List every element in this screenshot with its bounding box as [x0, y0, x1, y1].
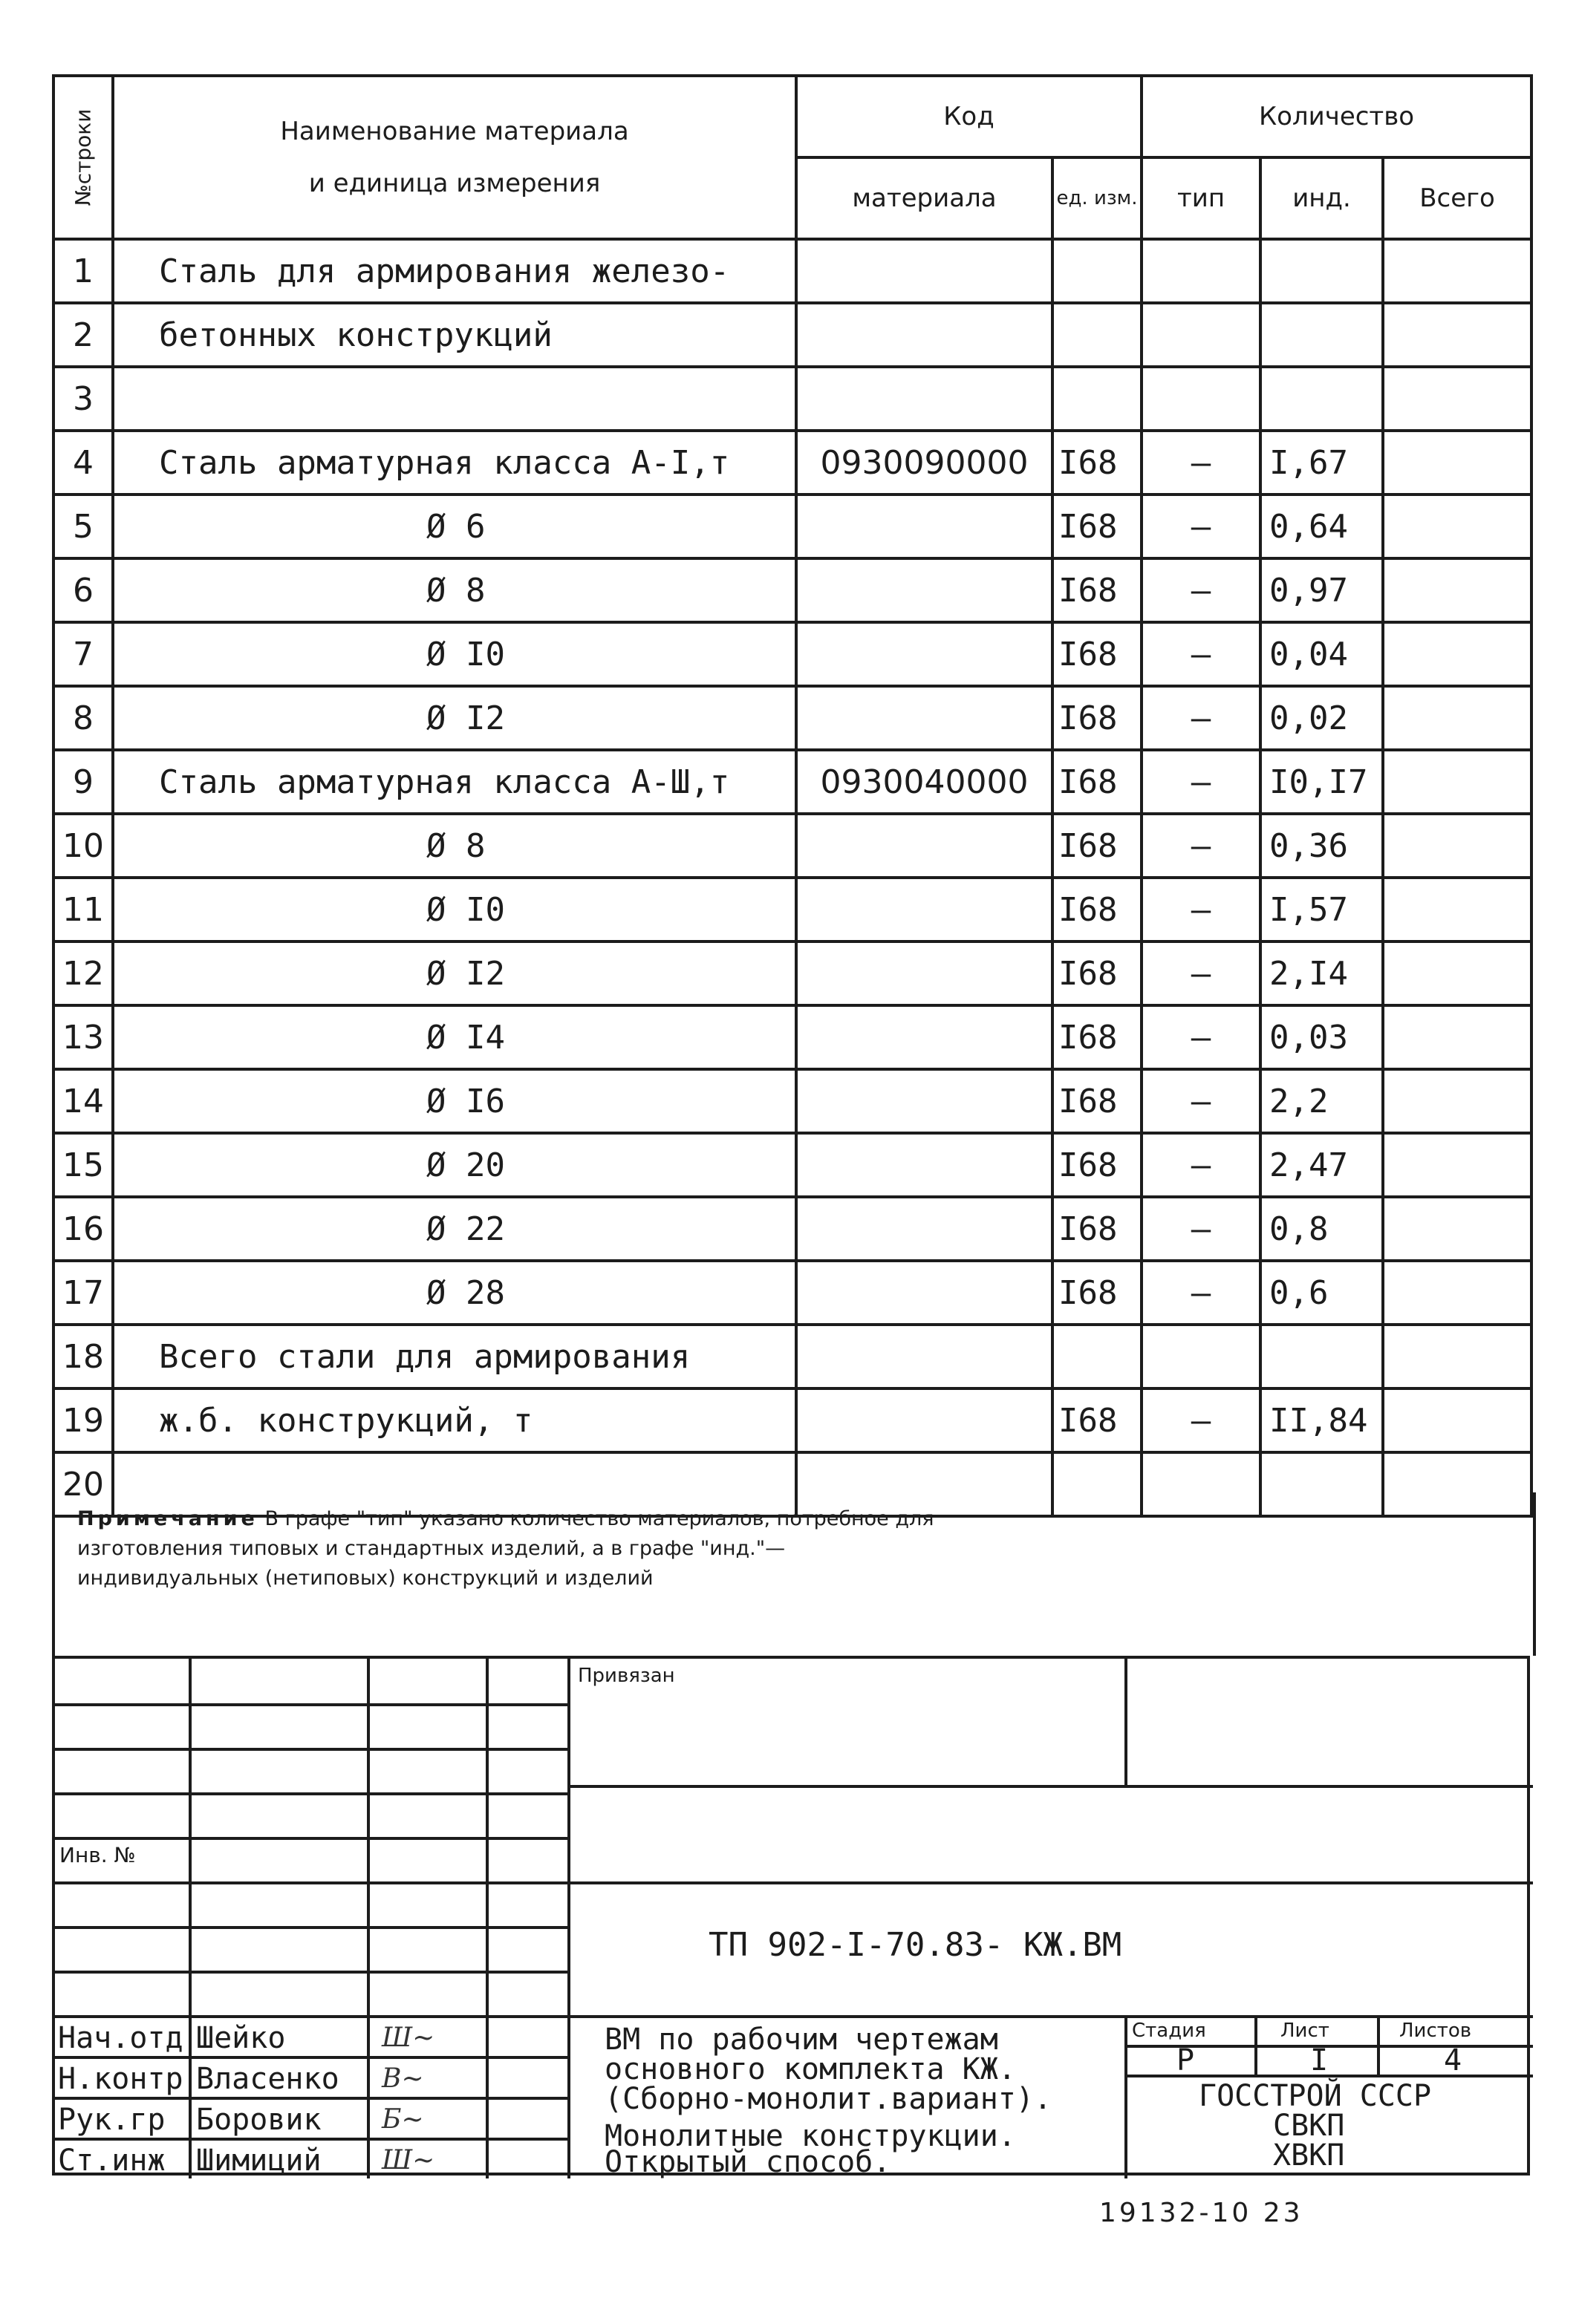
typ-quantity: –	[1142, 686, 1260, 750]
row-number: 20	[53, 1452, 113, 1516]
total-quantity	[1383, 1261, 1531, 1325]
material-name: Ø I0	[113, 622, 796, 686]
row-number: 18	[53, 1325, 113, 1388]
ind-quantity: 0,8	[1260, 1197, 1383, 1261]
unit-code: I68	[1052, 1005, 1142, 1069]
material-name: Ø I4	[113, 1005, 796, 1069]
material-name: Ø 8	[113, 558, 796, 622]
row-number: 9	[53, 750, 113, 814]
role-3: Рук.гр	[58, 2103, 166, 2137]
row-number: 4	[53, 431, 113, 494]
unit-code	[1052, 1325, 1142, 1388]
material-code	[796, 558, 1052, 622]
table-row	[53, 1388, 1531, 1452]
code-header: Код	[796, 76, 1142, 157]
material-code	[796, 941, 1052, 1005]
row-number: 1	[53, 239, 113, 303]
unit-code: I68	[1052, 622, 1142, 686]
unit-code: I68	[1052, 814, 1142, 878]
material-code	[796, 239, 1052, 303]
typ-quantity: –	[1142, 814, 1260, 878]
material-code	[796, 686, 1052, 750]
note-text: В графе "тип" указано количество материалов, потребное для изготовления типовых и стандартных изделий, а в графе "инд."— индивидуальных (нетиповых) конструкций и изделий	[77, 1507, 934, 1590]
title-line-3: (Сборно-монолит.вариант).	[605, 2082, 1052, 2116]
material-code: 0930090000	[796, 431, 1052, 494]
quantity-header: Количество	[1142, 76, 1531, 157]
ind-quantity: 0,03	[1260, 1005, 1383, 1069]
unit-code: I68	[1052, 494, 1142, 558]
total-quantity	[1383, 750, 1531, 814]
material-name: Ø 22	[113, 1197, 796, 1261]
sheet-label: Лист	[1280, 2020, 1329, 2042]
total-quantity	[1383, 431, 1531, 494]
document-code: ТП 902-I-70.83- КЖ.ВМ	[709, 1926, 1122, 1964]
total-quantity	[1383, 814, 1531, 878]
row-number: 8	[53, 686, 113, 750]
table-row	[53, 494, 1531, 558]
row-number: 13	[53, 1005, 113, 1069]
name-3: Боровик	[196, 2103, 322, 2137]
ind-quantity: 0,64	[1260, 494, 1383, 558]
row-number: 7	[53, 622, 113, 686]
material-name-header: Наименование материала и единица измерения	[113, 76, 796, 239]
title-block	[52, 1656, 1530, 2179]
total-quantity	[1383, 622, 1531, 686]
table-row	[53, 1325, 1531, 1388]
typ-quantity: –	[1142, 1133, 1260, 1197]
table-row	[53, 878, 1531, 941]
table-row	[53, 1261, 1531, 1325]
ind-quantity: I0,I7	[1260, 750, 1383, 814]
sheets-label: Листов	[1399, 2020, 1472, 2042]
title-line-5: Открытый способ.	[605, 2145, 891, 2179]
material-name: ж.б. конструкций, т	[113, 1388, 796, 1452]
row-number: 6	[53, 558, 113, 622]
table-body	[53, 239, 1531, 1516]
material-name: Ø 28	[113, 1261, 796, 1325]
row-number: 3	[53, 367, 113, 431]
typ-quantity	[1142, 239, 1260, 303]
material-code	[796, 814, 1052, 878]
material-code	[796, 494, 1052, 558]
total-quantity	[1383, 239, 1531, 303]
table-row	[53, 750, 1531, 814]
unit-code	[1052, 303, 1142, 367]
table-row	[53, 1069, 1531, 1133]
typ-quantity: –	[1142, 1388, 1260, 1452]
material-name: бетонных конструкций	[113, 303, 796, 367]
ind-quantity: II,84	[1260, 1388, 1383, 1452]
typ-quantity	[1142, 367, 1260, 431]
table-row	[53, 1133, 1531, 1197]
unit-code: I68	[1052, 1069, 1142, 1133]
typ-quantity: –	[1142, 1261, 1260, 1325]
unit-code	[1052, 367, 1142, 431]
material-code	[796, 622, 1052, 686]
material-code	[796, 1005, 1052, 1069]
material-name: Сталь арматурная класса А-I,т	[113, 431, 796, 494]
unit-code: I68	[1052, 686, 1142, 750]
unit-code: I68	[1052, 1197, 1142, 1261]
org-line-2: СВКП	[1273, 2109, 1345, 2143]
ind-quantity: I,67	[1260, 431, 1383, 494]
material-name: Ø I2	[113, 941, 796, 1005]
total-header: Всего	[1383, 157, 1531, 239]
material-code	[796, 1261, 1052, 1325]
title-line-4: Монолитные конструкции.	[605, 2119, 1016, 2153]
total-quantity	[1383, 1388, 1531, 1452]
typ-quantity	[1142, 303, 1260, 367]
bound-label: Привязан	[578, 1665, 675, 1687]
row-number: 11	[53, 878, 113, 941]
total-quantity	[1383, 1325, 1531, 1388]
table-row	[53, 303, 1531, 367]
row-number: 5	[53, 494, 113, 558]
material-name: Ø 6	[113, 494, 796, 558]
table-row	[53, 367, 1531, 431]
total-quantity	[1383, 558, 1531, 622]
material-code	[796, 367, 1052, 431]
typ-quantity: –	[1142, 1005, 1260, 1069]
role-1: Нач.отд	[58, 2021, 183, 2055]
unit-code: I68	[1052, 941, 1142, 1005]
typ-quantity: –	[1142, 431, 1260, 494]
ind-quantity	[1260, 303, 1383, 367]
role-4: Ст.инж	[58, 2144, 166, 2178]
signature-1: Ш~	[382, 2023, 435, 2053]
unit-code: I68	[1052, 1261, 1142, 1325]
table-row	[53, 941, 1531, 1005]
name-2: Власенко	[196, 2062, 339, 2096]
title-line-2: основного комплекта КЖ.	[605, 2052, 1016, 2086]
material-name: Сталь арматурная класса А-Ш,т	[113, 750, 796, 814]
table-row	[53, 814, 1531, 878]
ind-quantity: 2,47	[1260, 1133, 1383, 1197]
material-code: 0930040000	[796, 750, 1052, 814]
signature-2: В~	[382, 2063, 424, 2094]
row-number: 14	[53, 1069, 113, 1133]
row-number: 17	[53, 1261, 113, 1325]
title-line-1: ВМ по рабочим чертежам	[605, 2023, 998, 2057]
row-number: 16	[53, 1197, 113, 1261]
unit-code	[1052, 239, 1142, 303]
total-quantity	[1383, 303, 1531, 367]
name-4: Шимиций	[196, 2144, 322, 2178]
total-quantity	[1383, 367, 1531, 431]
material-name: Ø I2	[113, 686, 796, 750]
total-quantity	[1383, 1197, 1531, 1261]
material-name: Ø 8	[113, 814, 796, 878]
ind-quantity: 2,2	[1260, 1069, 1383, 1133]
ind-quantity: 0,04	[1260, 622, 1383, 686]
ind-quantity: 0,02	[1260, 686, 1383, 750]
typ-quantity: –	[1142, 558, 1260, 622]
note-block	[52, 1492, 1536, 1656]
org-line-3: ХВКП	[1273, 2138, 1345, 2173]
total-quantity	[1383, 1069, 1531, 1133]
typ-quantity	[1142, 1325, 1260, 1388]
total-quantity	[1383, 878, 1531, 941]
ind-quantity	[1260, 239, 1383, 303]
table-row	[53, 1005, 1531, 1069]
signature-3: Б~	[382, 2104, 424, 2135]
row-number: 19	[53, 1388, 113, 1452]
role-2: Н.контр	[58, 2062, 183, 2096]
inventory-label: Инв. №	[59, 1843, 136, 1867]
material-name	[113, 367, 796, 431]
material-name: Ø I6	[113, 1069, 796, 1133]
row-number: 12	[53, 941, 113, 1005]
row-number: 10	[53, 814, 113, 878]
ind-quantity: 0,97	[1260, 558, 1383, 622]
name-1: Шейко	[196, 2021, 286, 2055]
ind-header: инд.	[1260, 157, 1383, 239]
typ-quantity: –	[1142, 750, 1260, 814]
material-code	[796, 1069, 1052, 1133]
ind-quantity: 2,I4	[1260, 941, 1383, 1005]
signature-4: Ш~	[382, 2145, 435, 2176]
material-code	[796, 878, 1052, 941]
row-number: 2	[53, 303, 113, 367]
typ-quantity: –	[1142, 941, 1260, 1005]
unit-code: I68	[1052, 558, 1142, 622]
total-quantity	[1383, 1005, 1531, 1069]
stage-value: Р	[1176, 2043, 1195, 2077]
unit-code: I68	[1052, 750, 1142, 814]
table-row	[53, 1197, 1531, 1261]
total-quantity	[1383, 686, 1531, 750]
unit-code: I68	[1052, 1133, 1142, 1197]
org-line-1: ГОССТРОЙ СССР	[1199, 2079, 1432, 2113]
unit-code: I68	[1052, 878, 1142, 941]
table-row	[53, 431, 1531, 494]
ind-quantity	[1260, 1325, 1383, 1388]
ind-quantity: 0,6	[1260, 1261, 1383, 1325]
material-code	[796, 1325, 1052, 1388]
table-row	[53, 622, 1531, 686]
total-quantity	[1383, 941, 1531, 1005]
material-name: Ø 20	[113, 1133, 796, 1197]
material-code	[796, 1197, 1052, 1261]
total-quantity	[1383, 1133, 1531, 1197]
material-code-header: материала	[796, 157, 1052, 239]
table-row	[53, 239, 1531, 303]
sheets-value: 4	[1444, 2043, 1462, 2077]
material-code	[796, 1388, 1052, 1452]
table-row	[53, 558, 1531, 622]
total-quantity	[1383, 494, 1531, 558]
typ-quantity: –	[1142, 1197, 1260, 1261]
note-label: Примечание	[77, 1507, 258, 1530]
material-code	[796, 303, 1052, 367]
material-code	[796, 1133, 1052, 1197]
sheet-value: I	[1310, 2043, 1329, 2077]
stage-label: Стадия	[1132, 2020, 1206, 2042]
typ-quantity: –	[1142, 878, 1260, 941]
material-name: Всего стали для армирования	[113, 1325, 796, 1388]
typ-quantity: –	[1142, 494, 1260, 558]
ind-quantity: I,57	[1260, 878, 1383, 941]
materials-table	[52, 74, 1533, 1518]
unit-code: I68	[1052, 431, 1142, 494]
unit-code: I68	[1052, 1388, 1142, 1452]
unit-header: ед. изм.	[1052, 157, 1142, 239]
material-name: Ø I0	[113, 878, 796, 941]
typ-header: тип	[1142, 157, 1260, 239]
ind-quantity: 0,36	[1260, 814, 1383, 878]
archive-number: 19132-10 23	[1099, 2198, 1303, 2228]
ind-quantity	[1260, 367, 1383, 431]
material-name: Сталь для армирования железо-	[113, 239, 796, 303]
typ-quantity: –	[1142, 1069, 1260, 1133]
typ-quantity: –	[1142, 622, 1260, 686]
table-row	[53, 686, 1531, 750]
row-number-header: №строки	[53, 76, 113, 239]
row-number: 15	[53, 1133, 113, 1197]
